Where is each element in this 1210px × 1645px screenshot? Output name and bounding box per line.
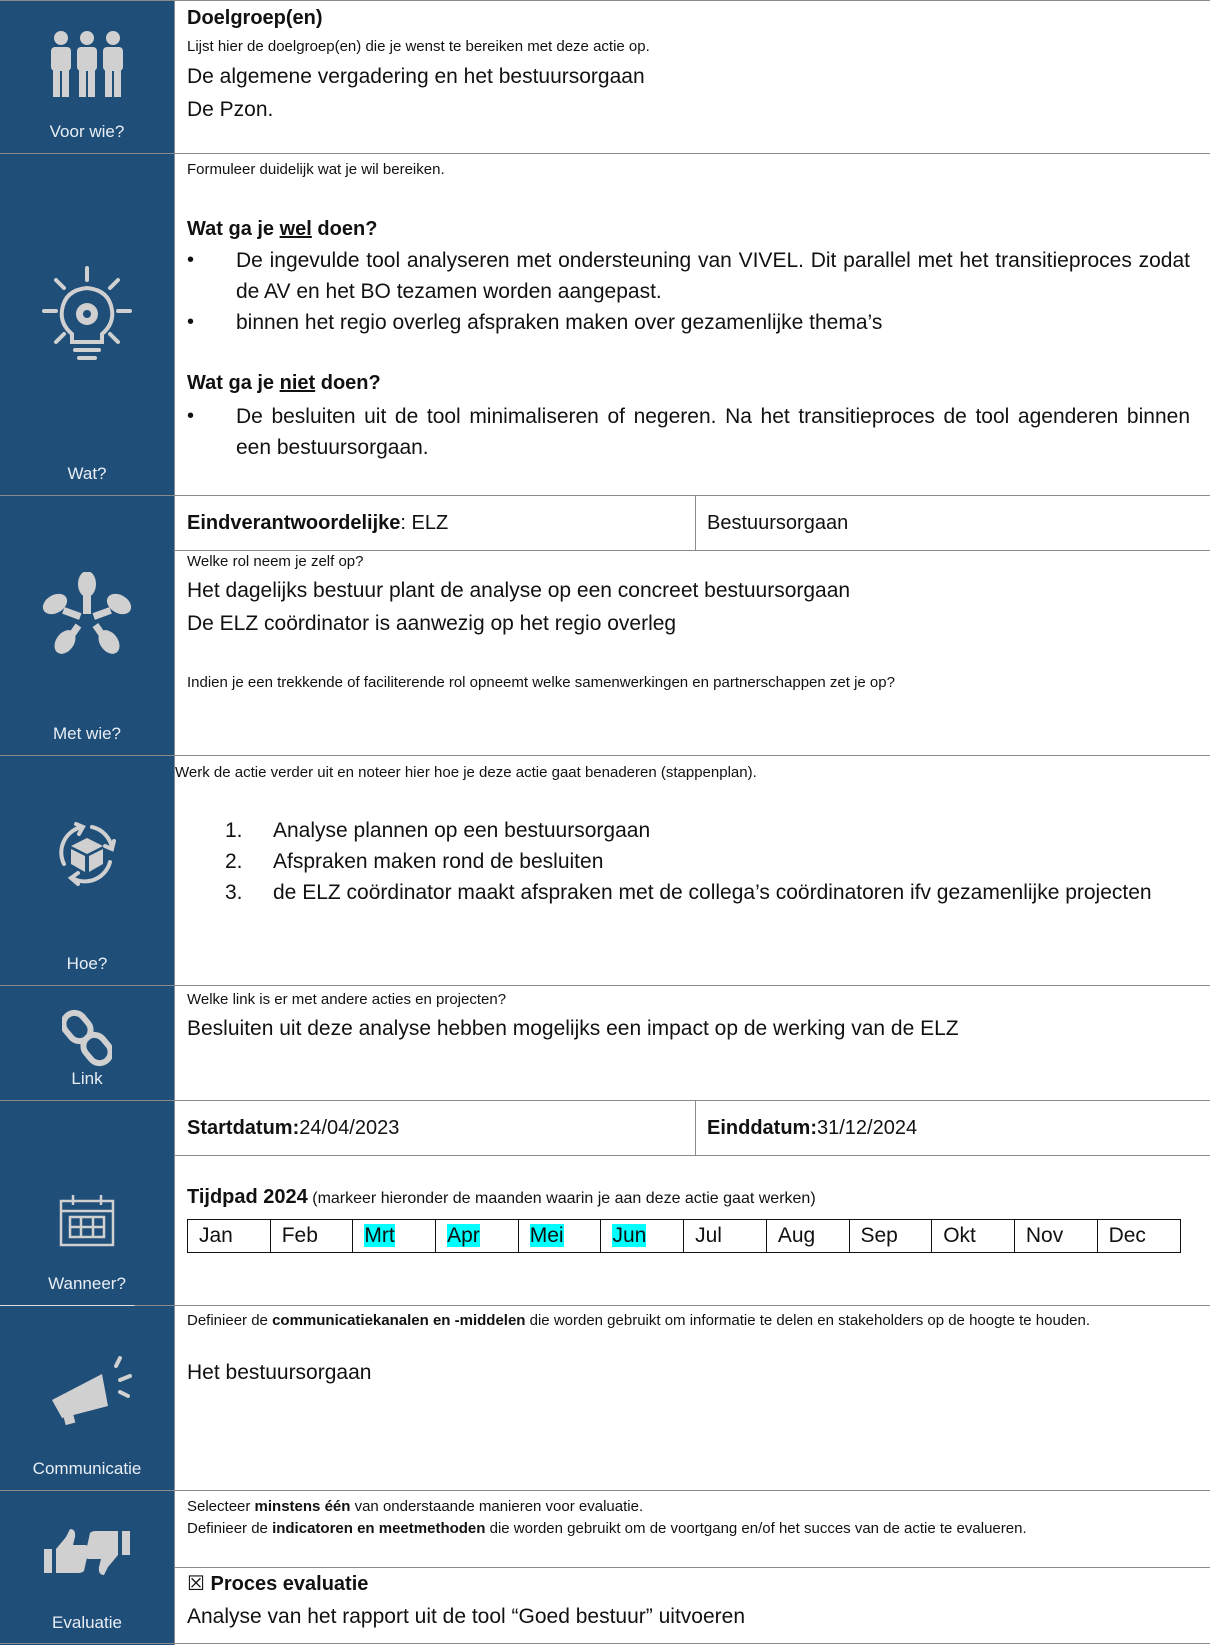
sidebar-communicatie (0, 1306, 175, 1491)
sidebar-label: Voor wie? (49, 122, 125, 141)
sidebar-label: Wanneer? (48, 1274, 126, 1293)
sidebar-hoe (0, 756, 175, 986)
metwie-section (0, 495, 1210, 756)
calendar-icon (0, 1193, 174, 1247)
month-cell: Jul (684, 1220, 767, 1252)
tijdpad-heading: Tijdpad 2024 (markeer hieronder de maanden waarin je aan deze actie gaat werken) (187, 1186, 816, 1208)
list-item: • De besluiten uit de tool minimaliseren of negeren. Na het transitieproces de tool agenderen binnen een bestuursorgaan. (187, 401, 1190, 463)
section-heading: Doelgroep(en) (187, 7, 323, 29)
communicatie-text: Het bestuursorgaan (187, 1361, 372, 1384)
instruction-text: Werk de actie verder uit en noteer hier hoe je deze actie gaat benaderen (stappenplan). (175, 764, 757, 781)
list-item: • binnen het regio overleg afspraken maken over gezamenlijke thema’s (187, 307, 1190, 338)
niet-heading: Wat ga je niet doen? (187, 372, 381, 394)
lightbulb-gear-icon (0, 266, 174, 366)
hoe-section (0, 755, 1210, 986)
list-item: 3. de ELZ coördinator maakt afspraken met de collega’s coördinatoren ifv gezamenlijke projecten (225, 881, 1152, 904)
month-cell: Aug (767, 1220, 850, 1252)
instruction-text: Indien je een trekkende of faciliterende rol opneemt welke samenwerkingen en partnerschappen zet je op? (187, 674, 895, 691)
responsible-row (175, 496, 1210, 551)
sidebar-label: Link (71, 1069, 103, 1088)
instruction-text: Lijst hier de doelgroep(en) die je wenst te bereiken met deze actie op. (187, 38, 650, 55)
box-cycle-icon (0, 818, 174, 888)
instruction-text: Welke rol neem je zelf op? (187, 553, 364, 570)
niet-list (187, 401, 1190, 463)
sidebar-wat (0, 154, 175, 496)
rol-line: Het dagelijks bestuur plant de analyse op een concreet bestuursorgaan (187, 579, 851, 602)
sidebar-link (0, 986, 175, 1101)
responsible-cell: Eindverantwoordelijke : ELZ (187, 511, 449, 534)
sidebar-label: Hoe? (66, 954, 108, 973)
month-cell: Nov (1015, 1220, 1098, 1252)
instruction-text: Welke link is er met andere acties en projecten? (187, 991, 507, 1008)
wel-list (187, 245, 1190, 338)
month-cell: Jan (188, 1220, 271, 1252)
wel-heading: Wat ga je wel doen? (187, 218, 378, 240)
megaphone-icon (0, 1356, 174, 1426)
instruction-text: Selecteer minstens één van onderstaande manieren voor evaluatie. (187, 1498, 644, 1515)
sidebar-evaluatie (0, 1491, 175, 1645)
chain-link-icon (0, 1008, 174, 1068)
end-date-cell: Einddatum: 31/12/2024 (707, 1116, 918, 1139)
steps-list (225, 815, 1192, 908)
month-cell: Mrt (353, 1220, 436, 1252)
hands-together-icon (0, 572, 174, 662)
evaluatie-section (0, 1490, 1210, 1645)
month-cell: Okt (932, 1220, 1015, 1252)
month-cell: Mei (519, 1220, 602, 1252)
month-cell: Feb (271, 1220, 354, 1252)
evaluatie-text: Analyse van het rapport uit de tool “Goed bestuur” uitvoeren (187, 1605, 745, 1628)
doelgroep-line: De algemene vergadering en het bestuursorgaan (187, 65, 645, 88)
list-item: 1. Analyse plannen op een bestuursorgaan (225, 819, 651, 842)
sidebar-label: Evaluatie (52, 1613, 122, 1632)
thumbs-up-down-icon (0, 1527, 174, 1577)
month-cell: Jun (601, 1220, 684, 1252)
communicatie-section (0, 1305, 1210, 1491)
link-section (0, 985, 1210, 1101)
sidebar-label: Met wie? (52, 724, 122, 743)
list-item: 2. Afspraken maken rond de besluiten (225, 850, 604, 873)
people-group-icon (0, 29, 174, 101)
wat-section (0, 153, 1210, 496)
checkbox-checked-icon[interactable]: ☒ (187, 1573, 205, 1595)
month-cell: Apr (436, 1220, 519, 1252)
proces-evaluatie-option[interactable]: ☒ Proces evaluatie (187, 1573, 369, 1595)
instruction-text: Definieer de communicatiekanalen en -middelen die worden gebruikt om informatie te delen en stakeholders op de hoogte te houden. (187, 1312, 1091, 1329)
months-table (187, 1219, 1181, 1253)
dates-row (175, 1101, 1210, 1156)
sidebar-label: Wat? (67, 464, 107, 483)
partner-cell: Bestuursorgaan (707, 511, 849, 534)
instruction-text: Formuleer duidelijk wat je wil bereiken. (187, 161, 445, 178)
sidebar-label: Communicatie (32, 1459, 142, 1478)
wanneer-section (0, 1100, 1210, 1306)
instruction-text: Definieer de indicatoren en meetmethoden die worden gebruikt om de voortgang en/of het succes van de actie te evalueren. (187, 1520, 1027, 1537)
sidebar-voor-wie (0, 1, 175, 154)
doelgroep-line: De Pzon. (187, 98, 274, 121)
month-cell: Dec (1108, 1224, 1146, 1247)
sidebar-met-wie (0, 496, 175, 756)
start-date-cell: Startdatum: 24/04/2023 (187, 1116, 400, 1139)
sidebar-wanneer (0, 1101, 175, 1306)
rol-line: De ELZ coördinator is aanwezig op het regio overleg (187, 612, 677, 635)
doelgroep-section (0, 0, 1210, 154)
link-text: Besluiten uit deze analyse hebben mogelijks een impact op de werking van de ELZ (187, 1017, 959, 1040)
month-cell: Sep (850, 1220, 933, 1252)
list-item: • De ingevulde tool analyseren met ondersteuning van VIVEL. Dit parallel met het transitieproces zodat de AV en het BO tezamen worden aangepast. (187, 245, 1190, 307)
